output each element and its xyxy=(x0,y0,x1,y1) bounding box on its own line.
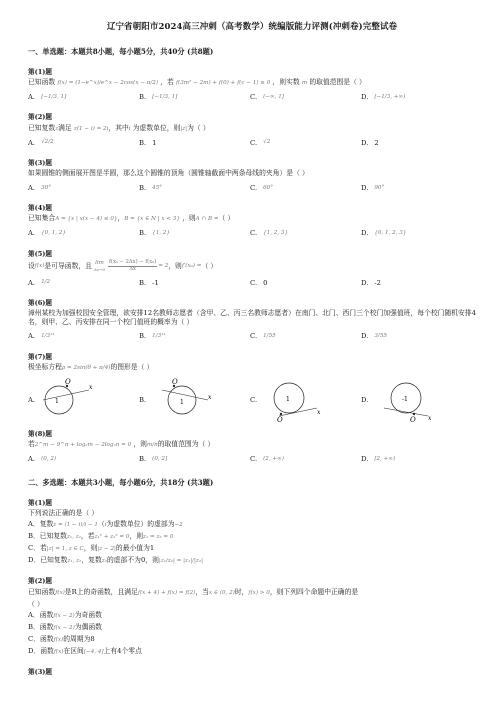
question-number: 第(1)题 xyxy=(28,498,53,507)
question-stem: 已知函数f(x)是R上的奇函数，且满足f(x + 4) + f(x) = f(2)，当x ∈ (0, 2)时，f(x) > 0，则下列四个命题中正确的是 xyxy=(28,587,359,596)
option-d[interactable]: D. [2, +∞) xyxy=(361,455,396,464)
question-5 xyxy=(28,250,476,287)
options-row xyxy=(28,455,476,463)
option-d[interactable]: D. 3/55 xyxy=(361,332,387,341)
option-d[interactable]: D．函数f(x)在区间[−4, 4]上有4个零点 xyxy=(28,647,142,656)
question-stem: 已知函数 f(x) = (1−e^x)/e^x − 2cos(x − π/2) ，若 f(3m² − 2m) + f(0) + f(c − 1) ≥ 0 ，则实数 m 的取值范围是（ ） xyxy=(28,77,366,86)
svg-text:x: x xyxy=(89,384,93,391)
question-4 xyxy=(28,204,476,238)
option-a[interactable]: A. 30° xyxy=(28,183,51,192)
option-a[interactable]: A. (0, 2) xyxy=(28,455,57,464)
question-number: 第(3)题 xyxy=(28,159,53,168)
svg-text:x: x xyxy=(317,409,321,416)
option-c[interactable]: C. (−∞, 1] xyxy=(250,92,284,101)
svg-text:x: x xyxy=(208,394,212,401)
circle-figure-d xyxy=(370,376,440,424)
option-c[interactable]: C. √2 xyxy=(250,138,271,147)
option-a[interactable]: A．复数z = (1 − i)/i − 1（i为虚数单位）的虚部为−2 xyxy=(28,520,183,529)
option-d[interactable]: D. -2 xyxy=(361,278,381,287)
question-stem: 下列说法正确的是（ ） xyxy=(28,508,99,517)
question-1 xyxy=(28,68,476,102)
option-d[interactable]: D．已知复数z₁, z₂，复数z₂的虚部不为0，则|z₁/z₂| = |z₁|/|z₂| xyxy=(28,556,203,565)
option-a[interactable]: A. 1/3¹¹ xyxy=(28,332,55,341)
question-number: 第(8)题 xyxy=(28,430,53,438)
option-a[interactable]: A. 1/2 xyxy=(28,278,51,287)
svg-text:x: x xyxy=(428,415,432,422)
limit-fraction: $\frac{\text{f(x₀ − 2Δx) − f(x₀)}}{\Delta x}$ xyxy=(109,259,157,272)
option-b[interactable]: B. [−1/3, 1] xyxy=(139,92,178,101)
options-row xyxy=(28,139,476,147)
svg-text:O: O xyxy=(172,378,178,386)
question-3 xyxy=(28,159,476,192)
options-row xyxy=(28,332,476,340)
circle-figure-c xyxy=(259,376,329,424)
options-row xyxy=(28,279,476,287)
figure-options xyxy=(28,376,476,424)
math-formula: f(3m² − 2m) + f(0) + f(c − 1) ≥ 0 xyxy=(175,79,271,86)
option-a[interactable]: A. [−1/3, 1] xyxy=(28,92,67,101)
question-stem: 如果圆锥的侧面展开图是半圆，那么这个圆锥的顶角（圆锥轴截面中两条母线的夹角）是（ ） xyxy=(28,169,309,178)
circle-figure-a xyxy=(37,376,107,424)
option-c[interactable]: C. 60° xyxy=(250,183,274,192)
math-formula: f(x) = (1−e^x)/e^x − 2cos(x − π/2) xyxy=(57,79,159,86)
options-row xyxy=(28,93,476,101)
svg-text:O: O xyxy=(277,416,283,424)
option-a[interactable]: A. √2/2 xyxy=(28,138,54,147)
question-stem: 已知集合A = {x | x(x − 4) ≤ 0}，B = {x ∈ N | x < 3} ，则A ∩ B =（ ） xyxy=(28,214,235,223)
option-c[interactable]: C. O x 1 xyxy=(250,376,361,424)
question-number: 第(2)题 xyxy=(28,113,53,122)
option-b[interactable]: B. 45° xyxy=(139,183,163,192)
question-number: 第(4)题 xyxy=(28,204,53,213)
option-c[interactable]: C. {1, 2, 3} xyxy=(250,229,289,238)
multi-question-3 xyxy=(28,668,476,676)
question-stem: 已知复数z满足 z(1 − i) = 2i，其中i 为虚数单位，则|z|为（ ） xyxy=(28,123,210,132)
question-number: 第(6)题 xyxy=(28,299,53,308)
multi-question-2 xyxy=(28,577,476,656)
option-c[interactable]: C. 1/55 xyxy=(250,332,276,341)
option-c[interactable]: C. 0 xyxy=(250,278,268,287)
option-c[interactable]: C．函数f(x)的周期为8 xyxy=(28,635,95,644)
option-b[interactable]: B. {1, 2} xyxy=(139,229,170,238)
option-b[interactable]: B. 1/3¹¹ xyxy=(139,332,166,341)
option-b[interactable]: B. -1 xyxy=(139,278,159,287)
svg-text:-1: -1 xyxy=(402,396,409,403)
question-stem: 漳州某校为加强校园安全管理，欲安排12名教师志愿者（含甲、乙、丙三名教师志愿者）在南门、北门、西门三个校门加强值班，每个校门随机安排4名，则甲、乙、丙安排在同一个校门值班的概率为（ ） xyxy=(28,309,476,326)
circle-figure-b xyxy=(148,376,218,424)
question-number: 第(3)题 xyxy=(28,668,53,676)
option-a[interactable]: A. O x 1 xyxy=(28,376,139,424)
option-d[interactable]: D. {0, 1, 2, 3} xyxy=(361,229,407,238)
svg-text:O: O xyxy=(410,416,417,424)
page-title: 辽宁省朝阳市2024高三冲刺（高考数学）统编版能力评测(冲刺卷)完整试卷 xyxy=(106,22,398,32)
svg-text:1: 1 xyxy=(180,399,184,406)
question-7 xyxy=(28,353,476,424)
option-b[interactable]: B．函数f(x − 2)为偶函数 xyxy=(28,623,102,632)
answer-paren: （ ） xyxy=(28,599,44,608)
question-number: 第(7)题 xyxy=(28,352,53,361)
question-6 xyxy=(28,299,476,341)
option-b[interactable]: B．已知复数z₁, z₂，若z₁² + z₂² = 0，则z₁ = z₂ = 0 xyxy=(28,532,174,541)
question-2 xyxy=(28,113,476,147)
limit-expression: lim Δx→0 xyxy=(93,260,106,273)
option-c[interactable]: C．若|z| = 1, z ∈ C，则|z − 2|的最小值为1 xyxy=(28,544,155,553)
svg-text:1: 1 xyxy=(286,396,290,403)
option-d[interactable]: D. 90° xyxy=(361,183,385,192)
question-8 xyxy=(28,430,476,464)
options-row xyxy=(28,184,476,192)
option-b[interactable]: B. O x 1 xyxy=(139,376,250,424)
option-d[interactable]: D. O x -1 xyxy=(361,376,472,424)
option-d[interactable]: D. 2 xyxy=(361,138,379,147)
multi-question-1 xyxy=(28,499,476,566)
question-number: 第(2)题 xyxy=(28,577,53,586)
option-c[interactable]: C. (2, +∞) xyxy=(250,455,284,464)
section-single-choice: 一、单选题：本题共8小题，每小题5分，共40分 (共8题) xyxy=(28,46,214,56)
svg-text:O: O xyxy=(65,378,71,386)
option-a[interactable]: A. {0, 1, 2} xyxy=(28,229,66,238)
option-a[interactable]: A．函数f(x − 2)为奇函数 xyxy=(28,611,102,620)
question-number: 第(5)题 xyxy=(28,249,53,258)
option-b[interactable]: B. 1 xyxy=(139,138,157,147)
svg-text:1: 1 xyxy=(55,398,59,405)
section-multiple-choice: 二、多选题：本题共3小题，每小题6分，共18分 (共3题) xyxy=(28,477,214,487)
question-stem: 设 f(x) 是可导函数，且 lim Δx→0 $\frac{\text{f(x₀ − 2Δx) − f(x₀)}}{\Delta x}$ = 2 ，则 f′(x₀) = （ ） xyxy=(28,259,218,273)
question-stem: 若2^m − 9^n + log₂m − 2log₃n = 0 ，则m/n的取值范围为（ ） xyxy=(28,440,215,449)
question-number: 第(1)题 xyxy=(28,67,53,76)
options-row xyxy=(28,229,476,237)
question-stem: 极坐标方程ρ = 2sin(θ + π/4)的图形是（ ） xyxy=(28,363,154,372)
option-d[interactable]: D. [−1/3, +∞) xyxy=(361,92,406,101)
option-b[interactable]: B. (0, 2] xyxy=(139,455,168,464)
